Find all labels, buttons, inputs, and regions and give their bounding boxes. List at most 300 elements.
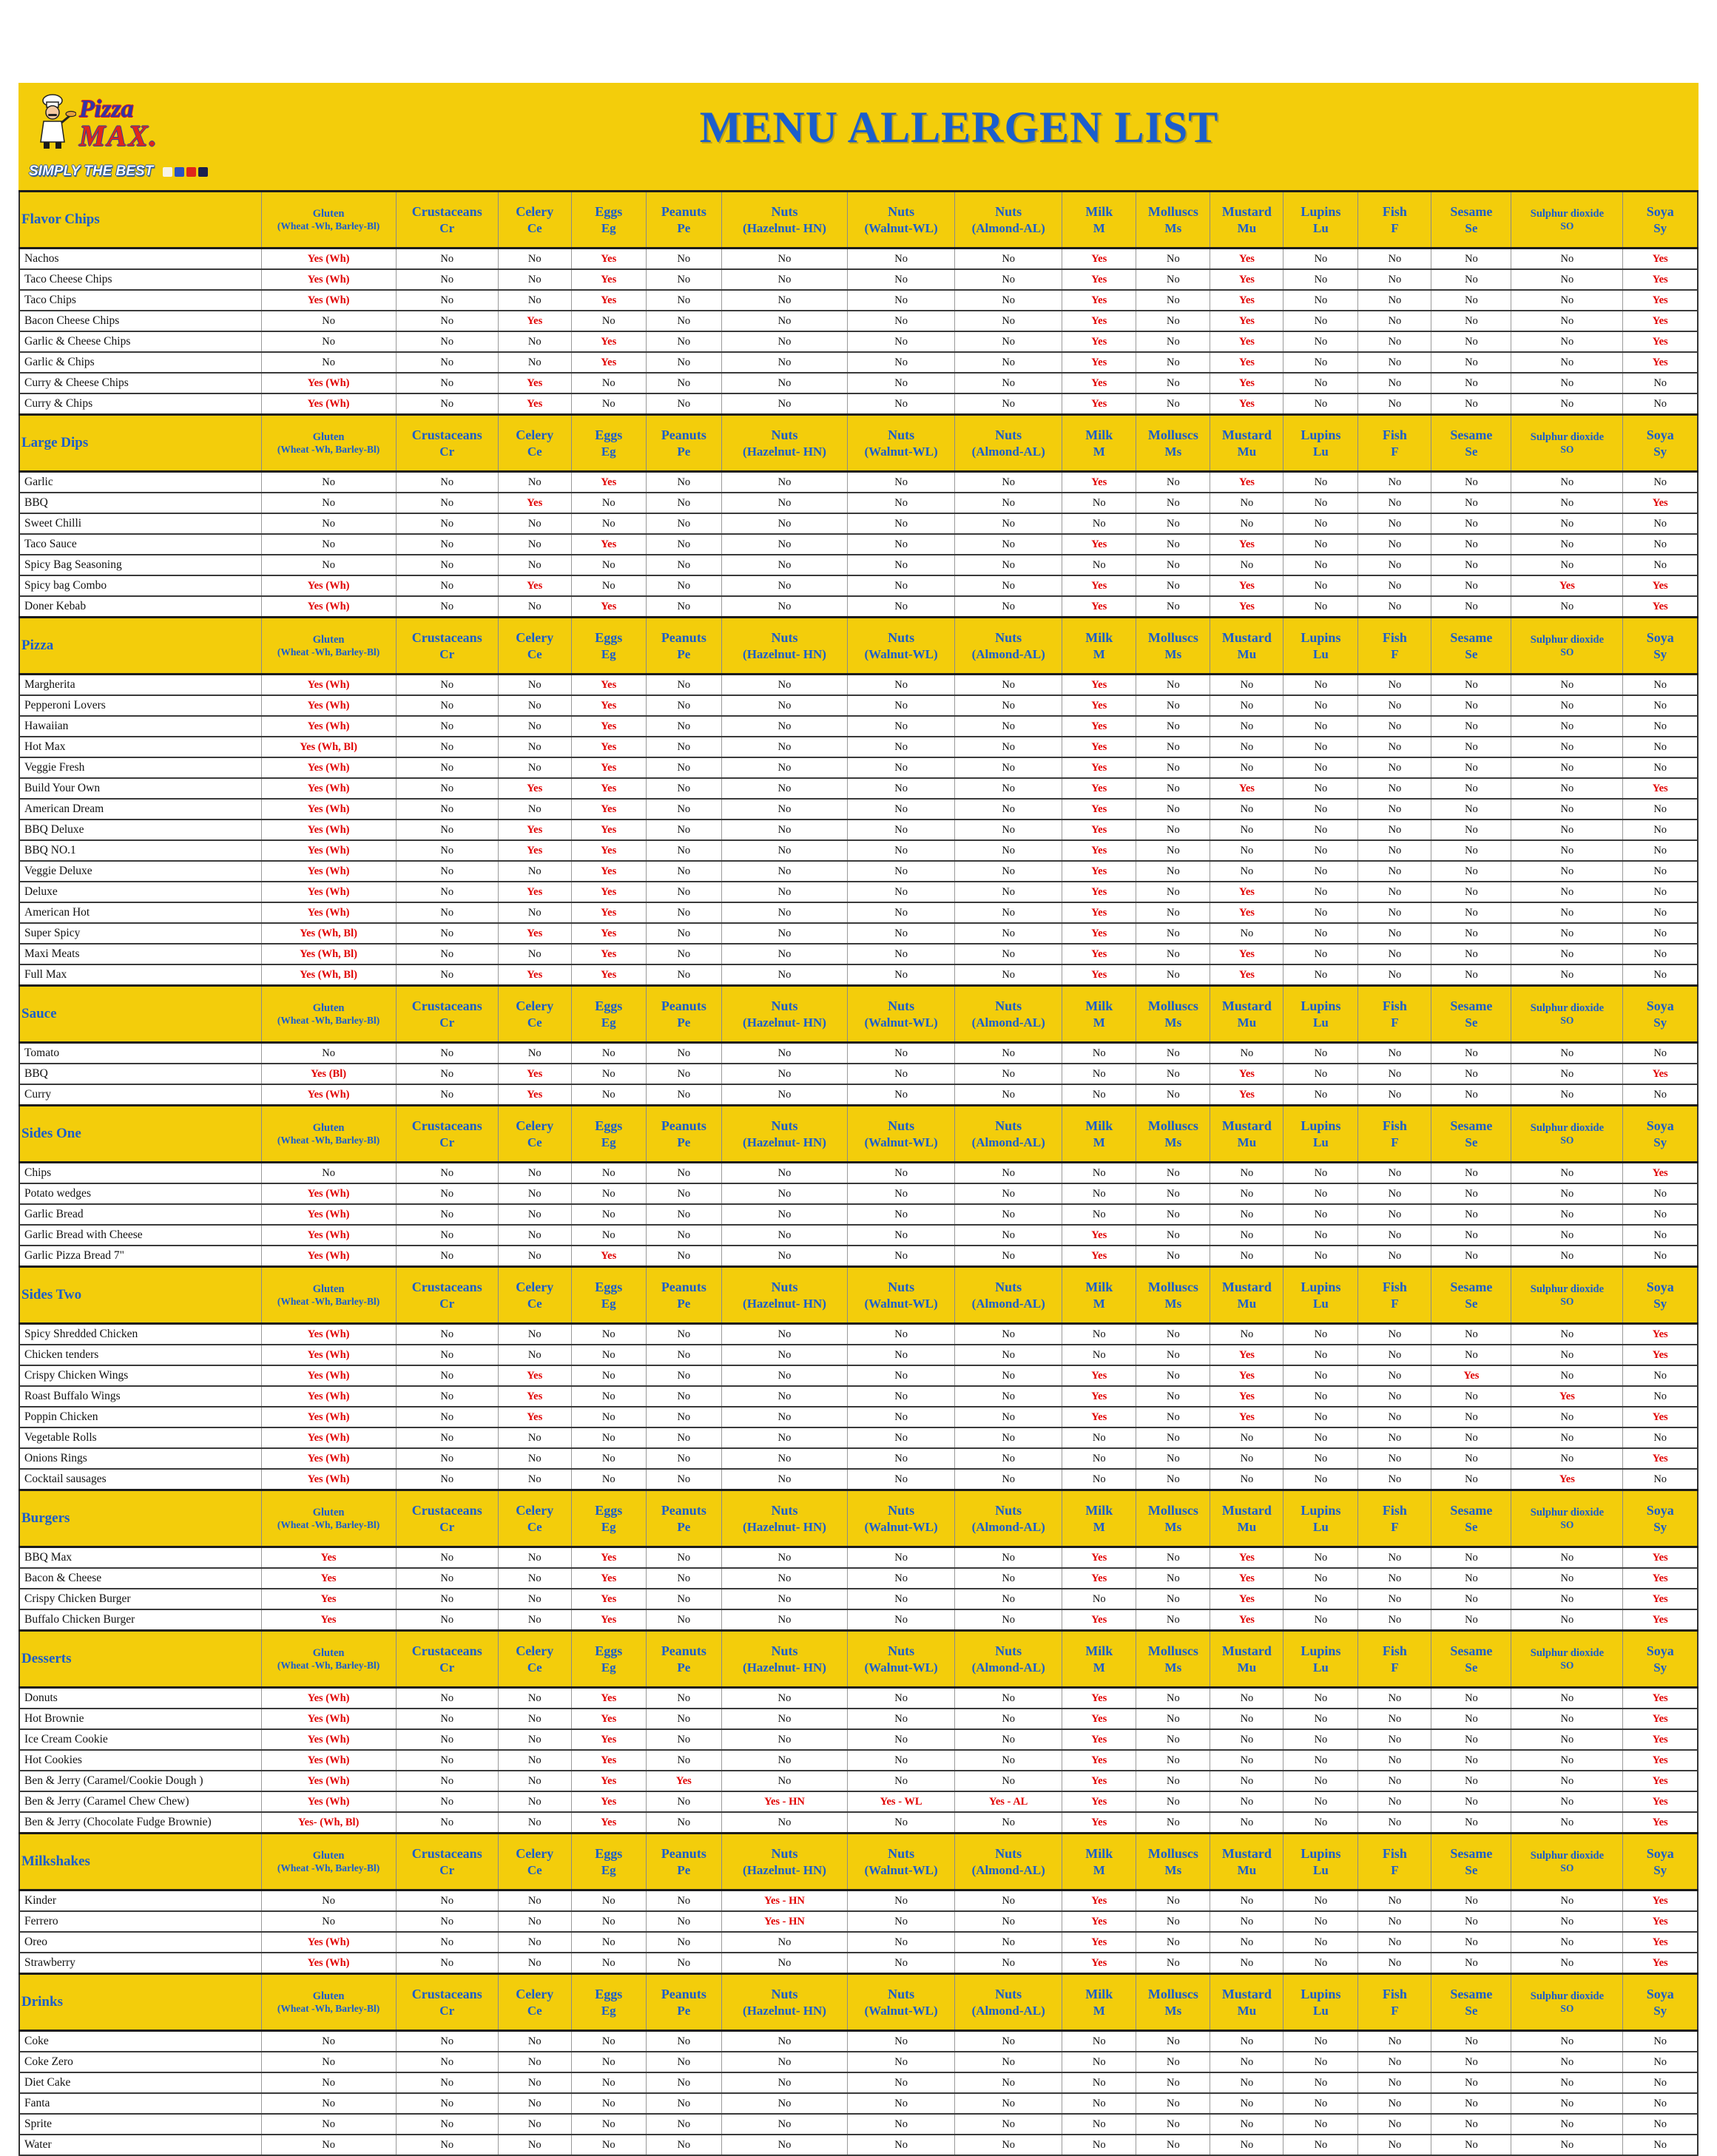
allergen-cell: No (848, 882, 955, 902)
allergen-cell: Yes (498, 393, 571, 415)
allergen-cell: Yes (1062, 1225, 1136, 1246)
allergen-cell: Yes (571, 1547, 646, 1569)
section-header-row (19, 1106, 1698, 1163)
allergen-cell: No (721, 1750, 847, 1771)
allergen-cell: No (721, 1084, 847, 1106)
column-header-code: Cr (439, 444, 455, 459)
column-header-code: (Walnut-WL) (864, 2003, 938, 2018)
allergen-cell: Yes (Wh) (261, 675, 396, 696)
column-header (396, 1106, 498, 1163)
allergen-cell: No (1136, 393, 1210, 415)
allergen-cell: No (646, 820, 721, 840)
column-header-code: Ms (1164, 1519, 1182, 1534)
allergen-cell: No (1511, 737, 1623, 757)
allergen-cell: No (1358, 778, 1431, 799)
column-header-name: Eggs (595, 1987, 623, 2002)
allergen-cell: Yes (571, 249, 646, 270)
column-header-name: Sesame (1450, 1280, 1493, 1295)
allergen-cell: No (646, 269, 721, 290)
allergen-cell: No (498, 1427, 571, 1448)
table-row (19, 861, 1698, 882)
allergen-cell: No (646, 2093, 721, 2114)
column-header-name: Nuts (995, 1503, 1022, 1518)
allergen-cell: No (1062, 2072, 1136, 2093)
allergen-cell: No (1511, 1589, 1623, 1609)
allergen-cell: Yes (1062, 799, 1136, 820)
allergen-cell: Yes (Wh, Bl) (261, 944, 396, 964)
allergen-cell: Yes (1623, 1407, 1698, 1427)
allergen-cell: No (1511, 1791, 1623, 1812)
allergen-cell: No (1283, 716, 1358, 737)
table-row (19, 534, 1698, 555)
column-header (1358, 1631, 1431, 1688)
section-header-row (19, 1267, 1698, 1324)
allergen-cell: No (1283, 393, 1358, 415)
column-header-name: Soya (1646, 1280, 1674, 1295)
allergen-cell: No (955, 352, 1062, 373)
allergen-cell: No (1210, 1163, 1283, 1184)
item-name: Hot Cookies (19, 1750, 261, 1771)
column-header-code: (Almond-AL) (971, 444, 1045, 459)
allergen-cell: Yes (498, 840, 571, 861)
allergen-cell: No (498, 1183, 571, 1204)
column-header-name: Nuts (995, 1987, 1022, 2002)
allergen-cell: No (955, 1469, 1062, 1490)
allergen-cell: No (498, 902, 571, 923)
allergen-cell: No (1511, 1043, 1623, 1064)
column-header (1136, 1490, 1210, 1547)
allergen-cell: No (955, 1324, 1062, 1345)
column-header-code: (Wheat -Wh, Barley-Bl) (277, 1134, 380, 1146)
column-header-code: F (1391, 1135, 1399, 1149)
allergen-cell: No (1511, 1407, 1623, 1427)
table-row (19, 1204, 1698, 1225)
column-header-name: Soya (1646, 1987, 1674, 2002)
allergen-cell: Yes (Wh, Bl) (261, 964, 396, 986)
allergen-cell: Yes (571, 1709, 646, 1729)
column-header-code: Cr (439, 2003, 455, 2018)
allergen-cell: No (1136, 493, 1210, 513)
column-header-name: Sulphur dioxide (1530, 430, 1605, 443)
allergen-cell: No (1136, 352, 1210, 373)
column-header-code: M (1093, 1660, 1105, 1675)
allergen-cell: No (1511, 1709, 1623, 1729)
allergen-cell: No (646, 1084, 721, 1106)
column-header (1358, 1490, 1431, 1547)
column-header-code: (Almond-AL) (971, 1135, 1045, 1149)
column-header (1062, 415, 1136, 472)
allergen-cell: No (1431, 2072, 1511, 2093)
allergen-cell: No (721, 1709, 847, 1729)
item-name: Diet Cake (19, 2072, 261, 2093)
allergen-cell: No (1511, 1365, 1623, 1386)
column-header-code: (Hazelnut- HN) (743, 1862, 826, 1877)
column-header-code: (Walnut-WL) (864, 1660, 938, 1675)
table-row (19, 1890, 1698, 1912)
allergen-cell: No (955, 1043, 1062, 1064)
allergen-cell: No (1431, 1448, 1511, 1469)
column-header-code: Eg (601, 1135, 616, 1149)
allergen-cell: No (1136, 269, 1210, 290)
allergen-cell: No (1210, 1427, 1283, 1448)
allergen-cell: No (1062, 2093, 1136, 2114)
allergen-cell: No (1283, 1084, 1358, 1106)
column-header-name: Nuts (771, 1503, 798, 1518)
allergen-cell: No (721, 799, 847, 820)
allergen-cell: No (1136, 1204, 1210, 1225)
column-header-code: Cr (439, 1015, 455, 1030)
allergen-cell: No (1431, 2114, 1511, 2135)
allergen-cell: No (721, 1204, 847, 1225)
allergen-cell: Yes (571, 1812, 646, 1834)
allergen-cell: Yes (1623, 1750, 1698, 1771)
allergen-cell: No (1431, 1688, 1511, 1709)
allergen-cell: No (396, 249, 498, 270)
column-header (1358, 1834, 1431, 1890)
allergen-cell: No (498, 290, 571, 311)
allergen-cell: No (396, 596, 498, 618)
item-name: Oreo (19, 1932, 261, 1953)
column-header-code: Ce (527, 220, 542, 235)
allergen-cell: No (1136, 757, 1210, 778)
allergen-cell: No (848, 944, 955, 964)
allergen-cell: No (396, 1729, 498, 1750)
column-header (1136, 618, 1210, 675)
allergen-cell: Yes (1511, 575, 1623, 596)
item-name: Sprite (19, 2114, 261, 2135)
column-header (848, 1490, 955, 1547)
column-header-code: Mu (1237, 1519, 1257, 1534)
allergen-cell: No (1136, 1547, 1210, 1569)
allergen-cell: Yes (571, 596, 646, 618)
allergen-cell: No (646, 249, 721, 270)
allergen-cell: No (261, 493, 396, 513)
allergen-cell: No (1358, 1568, 1431, 1589)
section-header-row (19, 192, 1698, 249)
allergen-cell: Yes (Wh) (261, 596, 396, 618)
column-header (1431, 1974, 1511, 2031)
column-header-name: Peanuts (661, 1118, 706, 1134)
allergen-cell: No (1511, 1246, 1623, 1267)
allergen-cell: No (1358, 596, 1431, 618)
allergen-cell: Yes (1062, 534, 1136, 555)
allergen-cell: No (498, 1225, 571, 1246)
allergen-cell: Yes (Wh) (261, 1345, 396, 1365)
logo-text (79, 95, 158, 152)
allergen-cell: No (1136, 1709, 1210, 1729)
allergen-cell: Yes (Wh) (261, 373, 396, 393)
column-header (1210, 1490, 1283, 1547)
allergen-cell: No (1358, 675, 1431, 696)
allergen-cell: No (1210, 2135, 1283, 2155)
item-name: BBQ (19, 1064, 261, 1084)
allergen-cell: Yes (261, 1568, 396, 1589)
allergen-cell: No (721, 1589, 847, 1609)
column-header-name: Sulphur dioxide (1530, 1849, 1605, 1862)
allergen-cell: No (1358, 1589, 1431, 1609)
allergen-cell: No (1210, 1688, 1283, 1709)
column-header-code: SO (1560, 2002, 1574, 2014)
allergen-cell: Yes (Wh) (261, 757, 396, 778)
allergen-cell: No (1623, 373, 1698, 393)
allergen-cell: No (498, 1709, 571, 1729)
allergen-cell: No (721, 534, 847, 555)
column-header (571, 192, 646, 249)
allergen-cell: No (721, 311, 847, 331)
column-header-code: (Wheat -Wh, Barley-Bl) (277, 1518, 380, 1530)
allergen-cell: No (646, 1568, 721, 1589)
item-name: Curry & Chips (19, 393, 261, 415)
allergen-cell: No (848, 269, 955, 290)
allergen-cell: No (848, 1911, 955, 1932)
allergen-cell: No (1136, 840, 1210, 861)
column-header-code: Ce (527, 646, 542, 661)
column-header (1623, 1631, 1698, 1688)
column-header-code: Ms (1164, 1296, 1182, 1311)
item-name: Nachos (19, 249, 261, 270)
column-header-name: Soya (1646, 998, 1674, 1014)
column-header-code: (Hazelnut- HN) (743, 646, 826, 661)
allergen-cell: No (498, 799, 571, 820)
allergen-cell: No (955, 269, 1062, 290)
column-header (721, 986, 847, 1043)
allergen-cell: No (1431, 1609, 1511, 1631)
column-header-code: Cr (439, 1519, 455, 1534)
allergen-cell: No (1210, 1448, 1283, 1469)
allergen-cell: Yes (Wh) (261, 1407, 396, 1427)
allergen-cell: No (1210, 757, 1283, 778)
allergen-cell: No (571, 1043, 646, 1064)
allergen-cell: No (1136, 1246, 1210, 1267)
allergen-cell: No (1511, 1225, 1623, 1246)
column-header-name: Milk (1085, 1280, 1113, 1295)
column-header (646, 415, 721, 472)
allergen-cell: No (721, 1568, 847, 1589)
column-header (571, 986, 646, 1043)
allergen-cell: No (646, 1547, 721, 1569)
allergen-cell: Yes (Wh) (261, 1204, 396, 1225)
allergen-cell: No (721, 555, 847, 575)
allergen-cell: Yes (Wh) (261, 1365, 396, 1386)
allergen-cell: No (1358, 1729, 1431, 1750)
allergen-cell: No (498, 695, 571, 716)
allergen-cell: No (396, 923, 498, 944)
allergen-cell: No (646, 737, 721, 757)
column-header-code: Pe (677, 1519, 691, 1534)
column-header-code: Sy (1653, 1660, 1667, 1675)
allergen-cell: No (498, 1688, 571, 1709)
allergen-cell: Yes (1623, 331, 1698, 352)
allergen-cell: No (1283, 269, 1358, 290)
allergen-cell: No (721, 1163, 847, 1184)
allergen-cell: No (721, 269, 847, 290)
table-row (19, 493, 1698, 513)
column-header (646, 1106, 721, 1163)
allergen-cell: No (396, 352, 498, 373)
allergen-cell: No (1623, 1183, 1698, 1204)
table-row (19, 393, 1698, 415)
column-header-name: Nuts (888, 1503, 915, 1518)
allergen-cell: No (396, 1547, 498, 1569)
allergen-cell: No (498, 1771, 571, 1791)
allergen-cell: No (848, 1890, 955, 1912)
column-header (646, 1267, 721, 1324)
allergen-cell: No (1062, 2031, 1136, 2052)
allergen-cell: No (498, 1932, 571, 1953)
allergen-cell: No (721, 393, 847, 415)
column-header (721, 1267, 847, 1324)
allergen-cell: No (1623, 1365, 1698, 1386)
allergen-cell: No (848, 1609, 955, 1631)
allergen-cell: No (1283, 675, 1358, 696)
allergen-cell: Yes (1062, 393, 1136, 415)
column-header-code: (Hazelnut- HN) (743, 1519, 826, 1534)
allergen-cell: Yes (Wh) (261, 1324, 396, 1345)
column-header (1062, 192, 1136, 249)
allergen-cell: Yes (1210, 902, 1283, 923)
column-header (955, 1834, 1062, 1890)
allergen-cell: Yes (1062, 249, 1136, 270)
column-header (1283, 1974, 1358, 2031)
column-header (1210, 1267, 1283, 1324)
allergen-cell: No (1431, 1589, 1511, 1609)
allergen-cell: No (396, 1750, 498, 1771)
column-header-code: Sy (1653, 1015, 1667, 1030)
allergen-cell: No (721, 513, 847, 534)
item-name: BBQ Max (19, 1547, 261, 1569)
column-header (1283, 1631, 1358, 1688)
column-header (1283, 1106, 1358, 1163)
allergen-cell: Yes (571, 290, 646, 311)
allergen-cell: No (1136, 882, 1210, 902)
allergen-cell: No (848, 1771, 955, 1791)
allergen-cell: No (1511, 311, 1623, 331)
item-name: Chips (19, 1163, 261, 1184)
allergen-cell: No (1283, 1225, 1358, 1246)
allergen-cell: No (721, 1469, 847, 1490)
allergen-cell: Yes (571, 1791, 646, 1812)
allergen-cell: No (848, 352, 955, 373)
column-header-name: Nuts (888, 1643, 915, 1659)
section-header-row (19, 415, 1698, 472)
allergen-cell: No (1431, 1407, 1511, 1427)
allergen-cell: No (498, 1812, 571, 1834)
allergen-cell: No (848, 923, 955, 944)
allergen-cell: No (498, 1246, 571, 1267)
allergen-cell: No (1431, 393, 1511, 415)
column-header-code: (Hazelnut- HN) (743, 1135, 826, 1149)
item-name: Onions Rings (19, 1448, 261, 1469)
allergen-cell: Yes (1623, 352, 1698, 373)
section-header-row (19, 1490, 1698, 1547)
allergen-cell: No (955, 331, 1062, 352)
allergen-cell: No (1511, 799, 1623, 820)
allergen-cell: No (1358, 1064, 1431, 1084)
allergen-cell: No (955, 964, 1062, 986)
column-header-code: (Walnut-WL) (864, 444, 938, 459)
table-row (19, 1225, 1698, 1246)
column-header-name: Molluscs (1147, 1503, 1198, 1518)
allergen-cell: No (1431, 2052, 1511, 2072)
item-name: Pepperoni Lovers (19, 695, 261, 716)
allergen-cell: Yes (571, 1729, 646, 1750)
allergen-cell: No (1283, 882, 1358, 902)
column-header-name: Nuts (995, 1280, 1022, 1295)
column-header-code: (Wheat -Wh, Barley-Bl) (277, 1014, 380, 1026)
column-header-code: Cr (439, 220, 455, 235)
column-header-name: Eggs (595, 630, 623, 646)
allergen-cell: No (1511, 249, 1623, 270)
allergen-cell: No (955, 1345, 1062, 1365)
allergen-cell: No (1358, 1043, 1431, 1064)
allergen-cell: No (955, 1589, 1062, 1609)
column-header-name: Molluscs (1147, 1280, 1198, 1295)
column-header (1511, 1267, 1623, 1324)
column-header-code: Mu (1237, 1660, 1257, 1675)
column-header-name: Crustaceans (411, 204, 482, 220)
allergen-cell: Yes (1623, 575, 1698, 596)
allergen-cell: No (396, 1688, 498, 1709)
allergen-cell: Yes (571, 861, 646, 882)
allergen-cell: No (1431, 513, 1511, 534)
allergen-cell: No (646, 1609, 721, 1631)
column-header-name: Peanuts (661, 1280, 706, 1295)
allergen-cell: No (498, 2031, 571, 2052)
column-header-name: Crustaceans (411, 1846, 482, 1862)
allergen-cell: No (498, 944, 571, 964)
allergen-cell: No (1283, 1729, 1358, 1750)
table-row (19, 695, 1698, 716)
column-header-name: Fish (1382, 1643, 1407, 1659)
column-header-code: SO (1560, 443, 1574, 455)
allergen-cell: No (955, 2135, 1062, 2155)
allergen-cell: Yes (571, 472, 646, 493)
allergen-cell: No (1358, 290, 1431, 311)
allergen-cell: No (848, 695, 955, 716)
column-header (1511, 1490, 1623, 1547)
allergen-cell: Yes (1623, 596, 1698, 618)
item-name: American Dream (19, 799, 261, 820)
item-name: Ben & Jerry (Caramel/Cookie Dough ) (19, 1771, 261, 1791)
section-title: Flavor Chips (19, 192, 261, 249)
column-header-code: (Almond-AL) (971, 1519, 1045, 1534)
column-header-name: Mustard (1221, 998, 1272, 1014)
column-header-code: (Almond-AL) (971, 2003, 1045, 2018)
allergen-cell: No (1136, 695, 1210, 716)
column-header-name: Mustard (1221, 1280, 1272, 1295)
allergen-cell: No (1283, 737, 1358, 757)
column-header-code: F (1391, 646, 1399, 661)
column-header-name: Sesame (1450, 1846, 1493, 1862)
allergen-cell: No (396, 716, 498, 737)
column-header (1062, 1106, 1136, 1163)
allergen-cell: No (721, 1064, 847, 1084)
allergen-cell: No (1358, 923, 1431, 944)
allergen-cell: No (1511, 1427, 1623, 1448)
allergen-cell: No (1358, 1246, 1431, 1267)
column-header-code: (Wheat -Wh, Barley-Bl) (277, 1659, 380, 1671)
column-header-code: Se (1465, 2003, 1478, 2018)
item-name: BBQ (19, 493, 261, 513)
allergen-cell: No (1283, 596, 1358, 618)
allergen-cell: No (1210, 1183, 1283, 1204)
allergen-cell: No (1210, 1953, 1283, 1974)
allergen-cell: Yes - HN (721, 1911, 847, 1932)
allergen-cell: No (955, 861, 1062, 882)
allergen-cell: No (1136, 1084, 1210, 1106)
allergen-cell: No (1283, 1609, 1358, 1631)
allergen-cell: No (1431, 695, 1511, 716)
